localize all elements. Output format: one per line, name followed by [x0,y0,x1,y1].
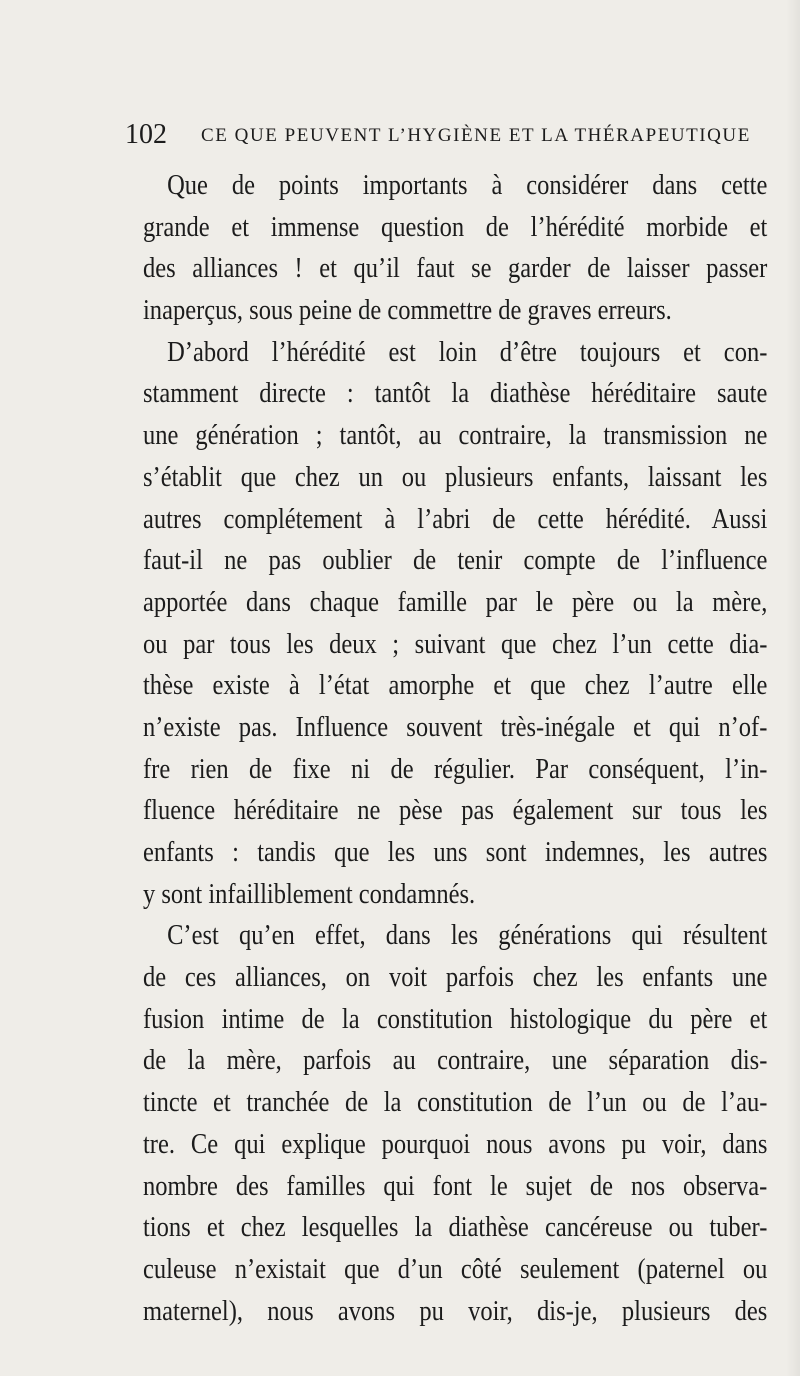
page-number: 102 [125,119,167,150]
text-line: de ces alliances, on voit parfois chez les enfants une [143,962,768,994]
text-line: de la mère, parfois au contraire, une séparation dis- [143,1045,768,1077]
text-line: une génération ; tantôt, au contraire, la transmission ne [143,420,768,452]
text-line: faut-il ne pas oublier de tenir compte de l’influence [143,545,768,577]
text-line: C’est qu’en effet, dans les générations qui résultent [167,920,768,952]
page-header [125,118,765,152]
text-line: ou par tous les deux ; suivant que chez l’un cette dia- [143,628,768,660]
text-line: fluence héréditaire ne pèse pas également sur tous les [143,795,768,827]
text-line: n’existe pas. Influence souvent très-inégale et qui n’of- [143,711,768,743]
text-line: des alliances ! et qu’il faut se garder de laisser passer [143,253,768,285]
text-line: s’établit que chez un ou plusieurs enfants, laissant les [143,461,768,493]
text-line: stamment directe : tantôt la diathèse héréditaire saute [143,378,768,410]
text-line: y sont infailliblement condamnés. [143,878,476,910]
text-line: thèse existe à l’état amorphe et que chez l’autre elle [143,670,768,702]
text-line: fusion intime de la constitution histologique du père et [143,1003,768,1035]
text-line: tre. Ce qui explique pourquoi nous avons pu voir, dans [143,1128,768,1160]
text-line: tions et chez lesquelles la diathèse cancéreuse ou tuber- [143,1212,768,1244]
text-line: nombre des familles qui font le sujet de nos observa- [143,1170,768,1202]
page-edge-shadow [786,0,800,1376]
text-line: enfants : tandis que les uns sont indemnes, les autres [143,837,768,868]
text-line: inaperçus, sous peine de commettre de graves erreurs. [143,295,672,327]
text-line: Que de points importants à considérer dans cette [167,170,768,201]
text-line: tincte et tranchée de la constitution de l’un ou de l’au- [143,1087,768,1119]
text-line: autres complétement à l’abri de cette hérédité. Aussi [143,503,768,535]
text-line: apportée dans chaque famille par le père ou la mère, [143,586,768,618]
text-line: fre rien de fixe ni de régulier. Par conséquent, l’in- [143,753,768,785]
running-head: CE QUE PEUVENT L’HYGIÈNE ET LA THÉRAPEUTIQUE [201,125,751,146]
text-line: D’abord l’hérédité est loin d’être toujours et con- [167,336,768,368]
text-line: grande et immense question de l’hérédité morbide et [143,211,768,243]
text-line: culeuse n’existait que d’un côté seulement (paternel ou [143,1253,768,1285]
body-text [143,165,768,1332]
text-line: maternel), nous avons pu voir, dis-je, plusieurs des [143,1295,768,1327]
